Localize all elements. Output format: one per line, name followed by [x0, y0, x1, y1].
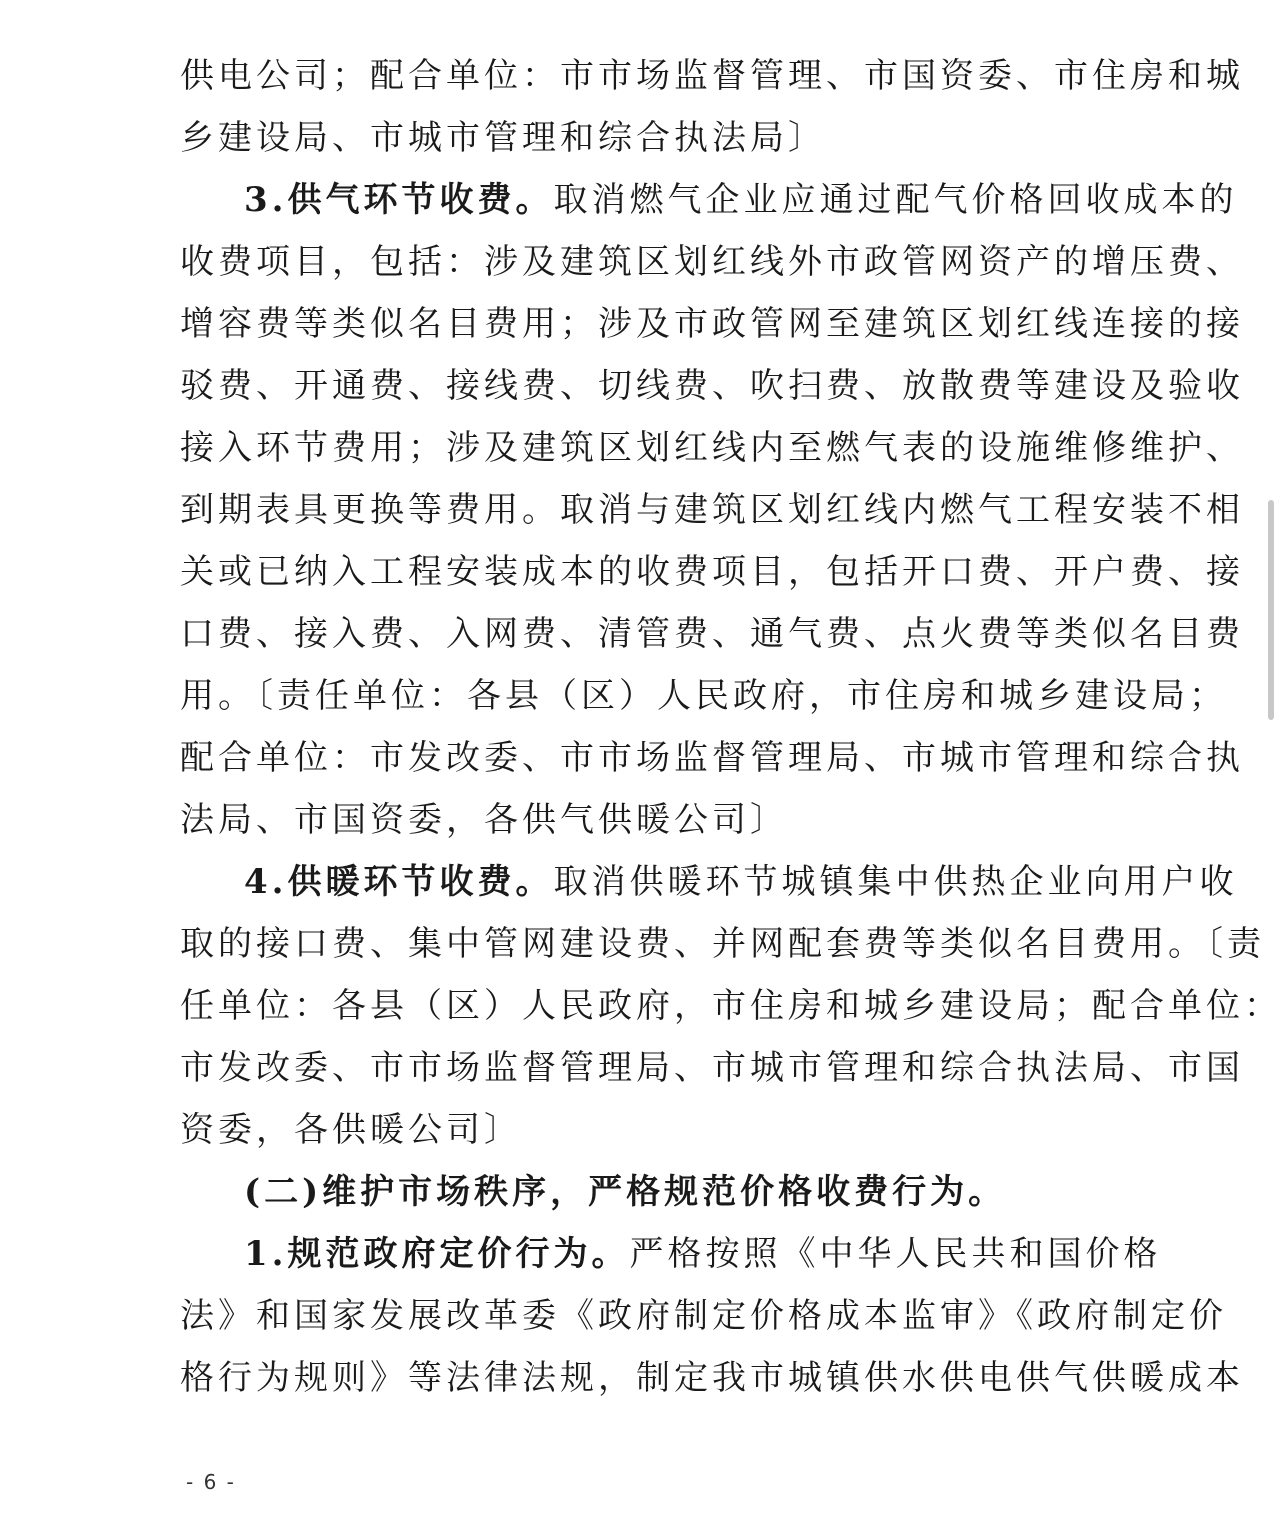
page-number: - 6 -	[186, 1470, 236, 1494]
text-line	[180, 1347, 1244, 1409]
text-line	[180, 851, 1238, 913]
text-line	[180, 665, 1227, 727]
body-text: 增容费等类似名目费用；涉及市政管网至建筑区划红线连接的接	[180, 304, 1244, 344]
body-text: 供电公司；配合单位：市市场监督管理、市国资委、市住房和城	[180, 56, 1244, 96]
body-text: 收费项目，包括：涉及建筑区划红线外市政管网资产的增压费、	[180, 242, 1244, 282]
body-text: 口费、接入费、入网费、清管费、通气费、点火费等类似名目费	[180, 614, 1244, 654]
body-text: 关或已纳入工程安装成本的收费项目，包括开口费、开户费、接	[180, 552, 1244, 592]
text-line	[180, 727, 1244, 789]
text-line	[180, 1037, 1244, 1099]
text-line	[180, 107, 1135, 169]
body-text: 接入环节费用；涉及建筑区划红线内至燃气表的设施维修维护、	[180, 428, 1244, 468]
text-line	[180, 479, 1244, 541]
text-line	[180, 975, 1282, 1037]
text-line	[180, 45, 1244, 107]
text-line	[180, 541, 1244, 603]
text-line	[180, 169, 1238, 231]
text-line	[180, 355, 1244, 417]
heading-text: 3.供气环节收费。	[244, 180, 554, 220]
text-line	[180, 417, 1244, 479]
body-text: 市发改委、市市场监督管理局、市城市管理和综合执法局、市国	[180, 1048, 1244, 1088]
text-line	[180, 1099, 1135, 1161]
heading-text: 4.供暖环节收费。	[244, 862, 554, 902]
body-text: 取消供暖环节城镇集中供热企业向用户收	[553, 862, 1238, 902]
text-line	[180, 789, 1135, 851]
body-text: 资委，各供暖公司〕	[180, 1110, 522, 1150]
text-line	[180, 231, 1244, 293]
text-line	[180, 603, 1244, 665]
body-text: 格行为规则》等法律法规，制定我市城镇供水供电供气供暖成本	[180, 1358, 1244, 1398]
body-text: 法局、市国资委，各供气供暖公司〕	[180, 800, 788, 840]
body-text: 法》和国家发展改革委《政府制定价格成本监审》《政府制定价	[180, 1296, 1227, 1336]
body-text: 乡建设局、市城市管理和综合执法局〕	[180, 118, 826, 158]
body-text: 取消燃气企业应通过配气价格回收成本的	[553, 180, 1238, 220]
body-text: 到期表具更换等费用。取消与建筑区划红线内燃气工程安装不相	[180, 490, 1244, 530]
text-line	[180, 1223, 1162, 1285]
text-line	[180, 1161, 1135, 1223]
body-text: 取的接口费、集中管网建设费、并网配套费等类似名目费用。〔责	[180, 924, 1265, 964]
body-text: 用。〔责任单位：各县（区）人民政府，市住房和城乡建设局；	[180, 676, 1227, 716]
heading-text: (二)维护市场秩序，严格规范价格收费行为。	[244, 1172, 1007, 1212]
body-text: 驳费、开通费、接线费、切线费、吹扫费、放散费等建设及验收	[180, 366, 1244, 406]
heading-text: 1.规范政府定价行为。	[244, 1234, 630, 1274]
text-line	[180, 913, 1265, 975]
scrollbar-thumb[interactable]	[1268, 500, 1274, 720]
scrollbar[interactable]	[1262, 0, 1284, 1540]
body-text: 任单位：各县（区）人民政府，市住房和城乡建设局；配合单位：	[180, 986, 1282, 1026]
text-line	[180, 293, 1244, 355]
body-text: 配合单位：市发改委、市市场监督管理局、市城市管理和综合执	[180, 738, 1244, 778]
text-line	[180, 1285, 1227, 1347]
document-body	[180, 45, 1282, 1409]
body-text: 严格按照《中华人民共和国价格	[629, 1234, 1162, 1274]
